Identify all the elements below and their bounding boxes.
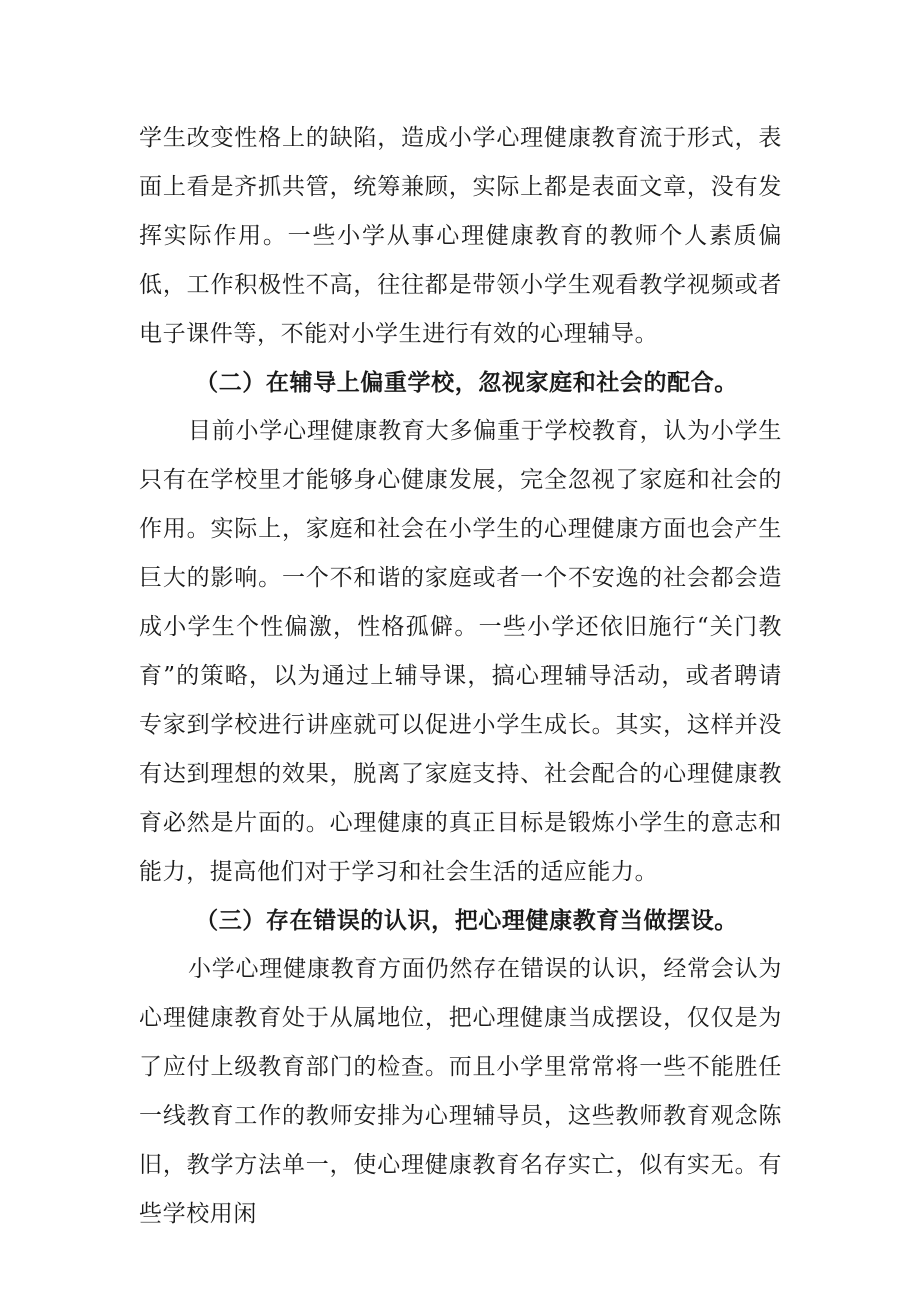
paragraph-section-3: 小学心理健康教育方面仍然存在错误的认识，经常会认为心理健康教育处于从属地位，把心理健康当成摆设，仅仅是为了应付上级教育部门的检查。而且小学里常常将一些不能胜任一线教育工作的教师安排为心理辅导员，这些教师教育观念陈旧，教学方法单一，使心理健康教育名存实亡，似有实无。有些学校用闲 (139, 956, 782, 1227)
paragraph-section-2: 目前小学心理健康教育大多偏重于学校教育，认为小学生只有在学校里才能够身心健康发展，完全忽视了家庭和社会的作用。实际上，家庭和社会在小学生的心理健康方面也会产生巨大的影响。一个不和谐的家庭或者一个不安逸的社会都会造成小学生个性偏激，性格孤僻。一些小学还依旧施行“关门教育”的策略，以为通过上辅导课，搞心理辅导活动，或者聘请专家到学校进行讲座就可以促进小学生成长。其实，这样并没有达到理想的效果，脱离了家庭支持、社会配合的心理健康教育必然是片面的。心理健康的真正目标是锻炼小学生的意志和能力，提高他们对于学习和社会生活的适应能力。 (139, 418, 782, 885)
section-heading-3: （三）存在错误的认识，把心理健康教育当做摆设。 (195, 906, 738, 934)
paragraph-continuation: 学生改变性格上的缺陷，造成小学心理健康教育流于形式，表面上看是齐抓共管，统筹兼顾，实际上都是表面文章，没有发挥实际作用。一些小学从事心理健康教育的教师个人素质偏低，工作积极性不高，往往都是带领小学生观看教学视频或者电子课件等，不能对小学生进行有效的心理辅导。 (139, 125, 782, 347)
document-page (139, 114, 782, 1239)
section-heading-2: （二）在辅导上偏重学校，忽视家庭和社会的配合。 (195, 368, 738, 396)
